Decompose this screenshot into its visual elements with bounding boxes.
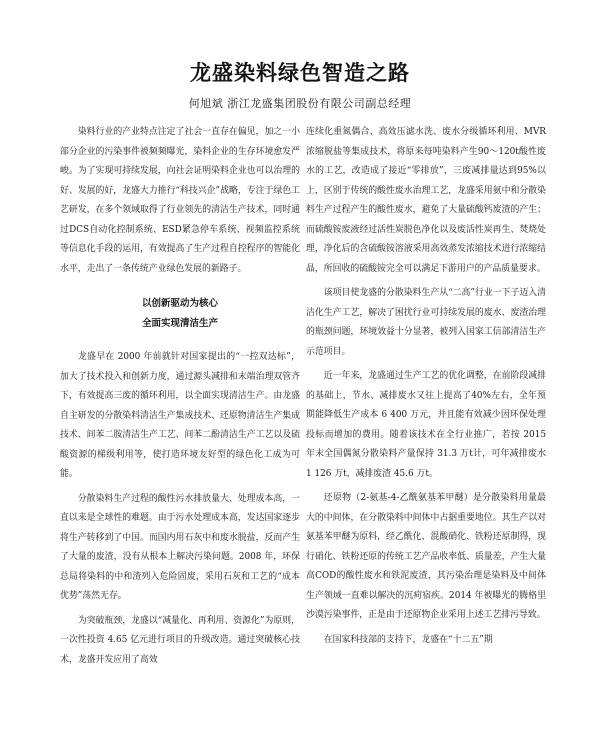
body-paragraph: 还原物（2-氨基-4-乙酰氨基苯甲醚）是分散染料用量最大的中间体，在分散染料中间体中占据重要地位。其生产以对氨基苯甲醚为原料，经乙酰化、混酸硝化、铁粉还原制得，现行硝化、铁粉还原的传统工艺产品收率低、质量差，产生大量高COD的酸性废水和铁泥废渣，其污染治理是染料及中间体生产领域一直难以解决的沉疴宿疾。2014 年被曝光的腾格里沙漠污染事件，正是由于还原物企业采用上述工艺排污导致。 bbox=[306, 493, 546, 620]
body-paragraph: 该项目使龙盛的分散染料生产从“二高”行业一下子迈入清洁化生产工艺，解决了困扰行业可持续发展的废水、废渣治理的瓶颈问题，环境效益十分显著，被列入国家工信部清洁生产示范项目。 bbox=[306, 288, 546, 357]
subheading-line-2: 全面实现清洁生产 bbox=[141, 318, 218, 329]
body-paragraph: 分散染料生产过程的酸性污水排放量大、处理成本高，一直以来是全球性的难题。由于污水处理成本高，发达国家逐步将生产转移到了中国。而国内用石灰中和废水脱盐，反而产生了大量的废渣，没有从根本上解决污染问题。2008 年，环保总局将染料的中和渣列入危险固废，采用石灰和工艺的“成本优势”荡然无存。 bbox=[60, 493, 300, 601]
body-paragraph: 为突破瓶颈，龙盛以“减量化、再利用、资源化”为原则，一次性投资 4.65 亿元进行项目的升级改造。通过突破核心技术，龙盛开发应用了高效 bbox=[60, 615, 300, 665]
left-column bbox=[60, 123, 300, 675]
author-line: 何旭斌 浙江龙盛集团股份有限公司副总经理 bbox=[188, 97, 412, 110]
article-title: 龙盛染料绿色智造之路 bbox=[190, 61, 410, 85]
subheading-line-1: 以创新驱动为核心 bbox=[141, 298, 218, 309]
right-column bbox=[306, 123, 546, 655]
section-subheading bbox=[60, 294, 300, 334]
body-paragraph: 龙盛早在 2000 年前就针对国家提出的“一控双达标”，加大了技术投入和创新力度，通过源头减排和末端治理双管齐下，有效提高三废的循环利用，以全面实现清洁生产。由龙盛自主研发的分散染料清洁生产集成技术、还原物清洁生产集成技术、间苯二胺清洁生产工艺、间苯二酚清洁生产工艺以及硫酸资源的梯级利用等，使打造环境友好型的绿色化工成为可能。 bbox=[60, 352, 300, 479]
body-paragraph: 近一年来，龙盛通过生产工艺的优化调整，在前阶段减排的基础上，节水、减排废水又往上提高了40%左右，全年预期能降低生产成本 6 400 万元，并且能有效减少因环保处理投标而增加的费用。随着该技术在全行业推广，若按 2015 年末全国偶氮分散染料产量保持 31.3 万t计，可年减排废水 1 126 万t，减排废渣 45.6 万t。 bbox=[306, 371, 546, 479]
body-paragraph: 在国家科技部的支持下，龙盛在“十二五”期 bbox=[323, 634, 493, 645]
body-paragraph: 染料行业的产业特点注定了社会一直存在偏见，加之一小部分企业的污染事件被频频曝光，染料企业的生存环境愈发严峻。为了实现可持续发展，向社会证明染料企业也可以治理的好、发展的好，龙盛大力推行“科技兴企”战略，专注于绿色工艺研发，在多个领域取得了行业领先的清洁生产技术，同时通过DCS自动化控制系统、ESD紧急停车系统、视频监控系统等信息化手段的运用，有效提高了生产过程自控程序的智能化水平，走出了一条传统产业绿色发展的新路子。 bbox=[60, 127, 300, 274]
body-paragraph-continued: 连续化重氮偶合、高效压滤水洗、废水分级循环利用、MVR浓缩脱盐等集成技术，将原来每吨染料产生90～120t酸性废水的工艺，改造成了接近“零排放”，三废减排量达到95%以上，区别于传统的酸性废水治理工艺，龙盛采用氨中和分散染料生产过程产生的酸性废水，避免了大量硫酸钙废渣的产生；而硫酸铵废液经过活性炭脱色净化以及废活性炭再生、焚烧处理，净化后的含硫酸铵溶液采用高效蒸发浓缩技术进行浓缩结晶，所回收的硫酸铵完全可以满足下游用户的产品质量要求。 bbox=[306, 127, 546, 274]
